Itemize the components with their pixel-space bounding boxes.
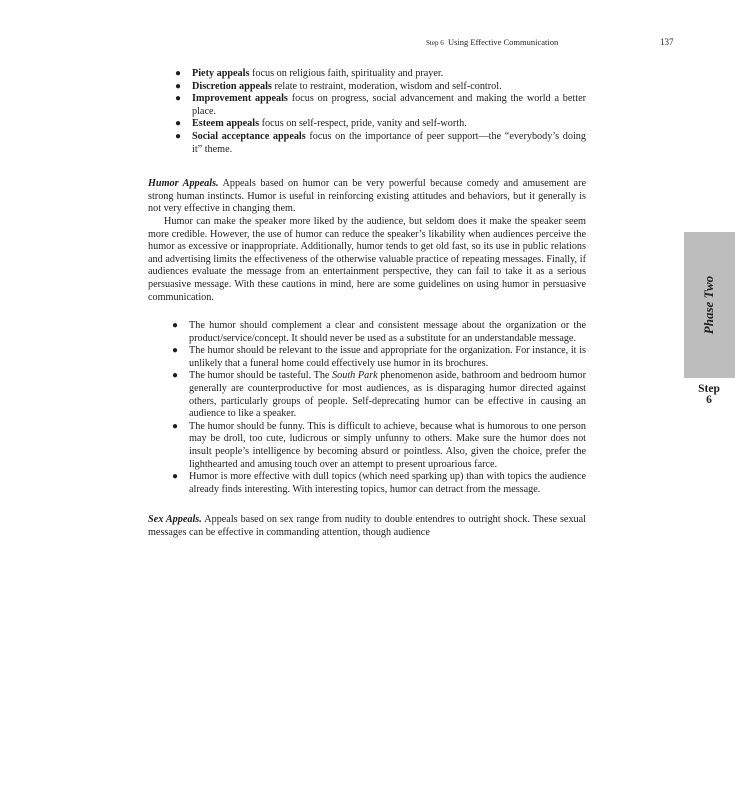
- step-label: [686, 384, 732, 406]
- list-item: [175, 80, 586, 94]
- page-number: 137: [660, 37, 674, 47]
- appeal-list: [148, 68, 586, 156]
- list-item-text: focus on self-respect, pride, vanity and self-worth.: [259, 118, 467, 130]
- bullet-icon: ●: [175, 118, 182, 130]
- list-item: [172, 420, 586, 471]
- bullet-icon: ●: [172, 320, 179, 332]
- running-header: [0, 36, 735, 50]
- bullet-icon: ●: [175, 130, 182, 142]
- list-item-term: Esteem appeals: [192, 118, 260, 130]
- guideline-text-a: The humor should be tasteful. The: [189, 370, 333, 382]
- list-item: [172, 320, 586, 345]
- header-step: Step 6: [426, 39, 444, 47]
- running-title: [426, 36, 558, 49]
- guideline-text-b: phenomenon aside, bathroom and bedroom humor generally are counterproductive for most audiences, as is disparaging humor directed against others, particularly groups of people. Self-deprecating humor can be effective in causing an audience to like a speaker.: [189, 370, 586, 420]
- bullet-icon: ●: [175, 68, 182, 79]
- list-item: [175, 68, 586, 81]
- bullet-icon: ●: [175, 80, 182, 92]
- sex-heading: Sex Appeals.: [148, 514, 202, 526]
- list-item: [175, 93, 586, 118]
- bullet-icon: ●: [172, 420, 179, 432]
- list-item-term: Social acceptance appeals: [192, 130, 306, 142]
- list-item: [175, 118, 586, 131]
- list-item-text: focus on the importance of peer support—the “everybody’s doing it” theme.: [192, 130, 586, 155]
- list-item-term: Piety appeals: [192, 68, 250, 79]
- humor-guidelines-list: [148, 320, 586, 496]
- phase-tab: [684, 232, 735, 378]
- list-item: [172, 345, 586, 370]
- step-word: Step: [698, 383, 720, 395]
- list-item: [172, 370, 586, 420]
- bullet-icon: ●: [172, 471, 179, 483]
- list-item: [175, 130, 586, 156]
- list-item-term: Discretion appeals: [192, 80, 272, 92]
- list-item-text: relate to restraint, moderation, wisdom and self-control.: [271, 80, 502, 92]
- guideline-text: Humor is more effective with dull topics (which need sparking up) than with topics the audience already finds interesting. With interesting topics, humor can detract from the message.: [189, 471, 586, 495]
- guideline-text: The humor should be relevant to the issue and appropriate for the organization. For instance, it is unlikely that a funeral home could effectively use humor in its brochures.: [189, 345, 586, 369]
- humor-intro-paragraph: [148, 178, 586, 216]
- list-item: [172, 471, 586, 496]
- step-number: 6: [706, 394, 712, 406]
- humor-intro-text: Appeals based on humor can be very powerful because comedy and amusement are strong human instincts. Humor is useful in reinforcing existing attitudes and behaviors, but it generally is not very effective in changing them.: [148, 178, 586, 215]
- list-item-term: Improvement appeals: [192, 93, 288, 105]
- bullet-icon: ●: [172, 345, 179, 357]
- guideline-text: The humor should be funny. This is difficult to achieve, because what is humorous to one person may be droll, too cute, ludicrous or simply unfunny to others. Make sure the humor does not insult people’s intelligence by becoming absurd or pointless. Also, given the choice, prefer the lighthearted and amusing touch over an attempt to present uproarious farce.: [189, 420, 586, 470]
- sex-appeals-text: Appeals based on sex range from nudity to double entendres to outright shock. These sexual messages can be effective in commanding attention, though audience: [148, 514, 586, 538]
- bullet-icon: ●: [175, 93, 182, 105]
- bullet-icon: ●: [172, 370, 179, 382]
- page-body: [148, 68, 586, 540]
- header-section-title: Using Effective Communication: [447, 37, 559, 47]
- humor-heading: Humor Appeals.: [148, 178, 219, 190]
- sex-appeals-paragraph: [148, 514, 586, 539]
- list-item-text: focus on progress, social advancement and making the world a better place.: [192, 93, 586, 117]
- guideline-text: The humor should complement a clear and consistent message about the organization or the product/service/concept. It should never be used as a substitute for an understandable message.: [189, 320, 586, 344]
- south-park-title: South Park: [332, 370, 378, 382]
- phase-label: Phase Two: [701, 275, 716, 335]
- list-item-text: focus on religious faith, spirituality and prayer.: [249, 68, 444, 79]
- humor-paragraph-2: Humor can make the speaker more liked by the audience, but seldom does it make the speaker seem more credible. However, the use of humor can reduce the speaker’s likability when audiences perceive the humor as excessive or inappropriate. Additionally, humor tends to get old fast, so its use in public relations and advertising limits the effectiveness of the otherwise valuable practice of repeating messages. Finally, if audiences evaluate the message from an entertainment perspective, they can fail to take it as a serious persuasive message. With these cautions in mind, here are some guidelines on using humor in persuasive communication.: [148, 215, 586, 303]
